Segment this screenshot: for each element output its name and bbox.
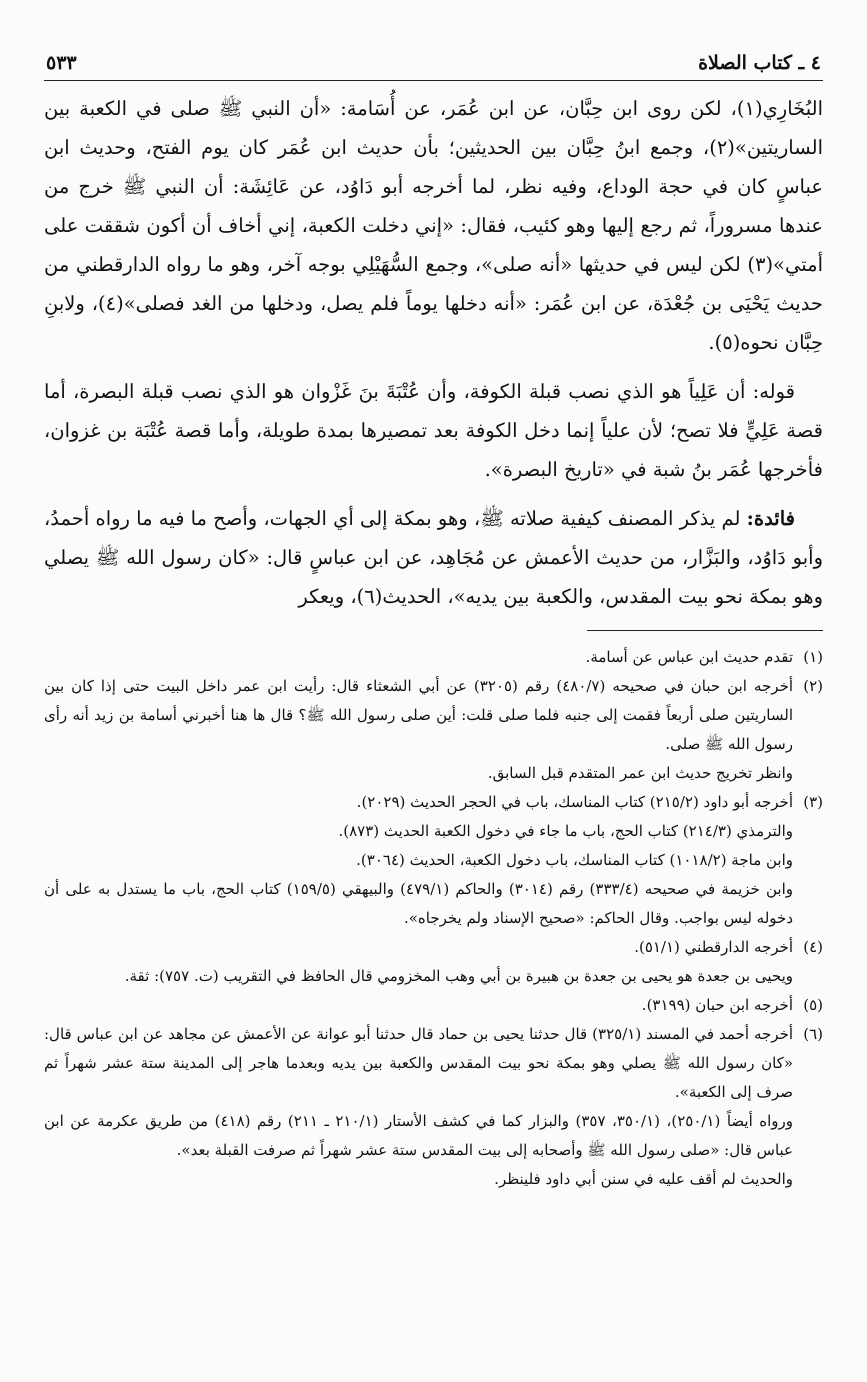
- footnote-body: [44, 672, 793, 788]
- page-number: ٥٣٣: [46, 52, 77, 74]
- footnote-number: (٣): [803, 793, 823, 811]
- footnote-number: (٤): [803, 938, 823, 956]
- footnote-line: أخرجه الدارقطني (٥١/١).: [634, 938, 793, 956]
- footnote-number: (١): [803, 648, 823, 666]
- footnote-body: [44, 643, 793, 672]
- paragraph-1: البُخَارِي(١)، لكن روى ابن حِبَّان، عن ابن عُمَر، عن أُسَامة: «أن النبي ﷺ صلى في الكعبة بين الساريتين»(٢)، وجمع ابنُ حِبَّان بين الحديثين؛ بأن حديث ابن عُمَر كان يوم الفتح، وحديث ابن عباسٍ كان في حجة الوداع، وفيه نظر، لما أخرجه أبو دَاوُد، عن عَائِشَة: أن النبي ﷺ خرج من عندها مسروراً، ثم رجع إليها وهو كئيب، فقال: «إني دخلت الكعبة، إني أخاف أن أكون شققت على أمتي»(٣) لكن ليس في حديثها «أنه صلى»، وجمع السُّهَيْلِي بوجه آخر، وهو ما رواه الدارقطني من حديث يَحْيَى بن جُعْدَة، عن ابن عُمَر: «أنه دخلها يوماً فلم يصل، ودخلها من الغد فصلى»(٤)، ولابنِ حِبَّان نحوه(٥).: [44, 97, 823, 354]
- footnote-line: وابن خزيمة في صحيحه (٣٣٣/٤) رقم (٣٠١٤) والحاكم (٤٧٩/١) والبيهقي (١٥٩/٥) كتاب الحج، باب ما يستدل به على أن دخوله ليس بواجب. وقال الحاكم: «صحيح الإسناد ولم يخرجاه».: [44, 880, 794, 927]
- main-text: [44, 89, 823, 616]
- footnote-body: [44, 991, 793, 1020]
- footnote-body: [44, 933, 793, 991]
- footnote-body: [44, 788, 793, 933]
- footnote-line: وابن ماجة (١٠١٨/٢) كتاب المناسك، باب دخول الكعبة، الحديث (٣٠٦٤).: [356, 851, 793, 869]
- footnote-line: ويحيى بن جعدة هو يحيى بن جعدة بن هبيرة بن أبي وهب المخزومي قال الحافظ في التقريب (ت. ٧٥٧): ثقة.: [124, 967, 793, 985]
- footnote-line: أخرجه أحمد في المسند (٣٢٥/١) قال حدثنا يحيى بن حماد قال حدثنا أبو عوانة عن الأعمش عن مجاهد عن ابن عباس قال: «كان رسول الله ﷺ يصلي وهو بمكة نحو بيت المقدس والكعبة بين يديه وبعدما هاجر إلى المدينة ستة عشر شهراً ثم صرف إلى الكعبة».: [44, 1025, 794, 1101]
- paragraph-3: [44, 499, 823, 616]
- footnote: [44, 672, 823, 788]
- page-header: [44, 52, 823, 81]
- footnote-number: (٥): [803, 996, 823, 1014]
- paragraph-3-text: لم يذكر المصنف كيفية صلاته ﷺ، وهو بمكة إلى أي الجهات، وأصح ما فيه ما رواه أحمدُ، وأبو دَاوُد، والبَزَّار، من حديث الأعمش عن مُجَاهِد، عن ابن عباسٍ قال: «كان رسول الله ﷺ يصلي وهو بمكة نحو بيت المقدس، والكعبة بين يديه»، الحديث(٦)، ويعكر: [44, 507, 823, 608]
- footnote: [44, 933, 823, 991]
- paragraph-lead: فائدة:: [746, 507, 795, 530]
- paragraph-2: قوله: أن عَلِياً هو الذي نصب قبلة الكوفة، وأن عُتْبَةَ بنَ غَزْوان هو الذي نصب قبلة البصرة، أما قصة عَلِيٍّ فلا تصح؛ لأن علياً إنما دخل الكوفة بعد تمصيرها بمدة طويلة، وأما قصة عُتْبَة بن غزوان، فأخرجها عُمَر بنُ شبة في «تاريخ البصرة».: [44, 380, 823, 481]
- footnote-line: والحديث لم أقف عليه في سنن أبي داود فلينظر.: [494, 1170, 793, 1188]
- footnote-body: [44, 1020, 793, 1194]
- chapter-title: ٤ ـ كتاب الصلاة: [698, 52, 821, 74]
- footnote-line: أخرجه أبو داود (٢١٥/٢) كتاب المناسك، باب في الحجر الحديث (٢٠٢٩).: [356, 793, 793, 811]
- footnote-line: والترمذي (٢١٤/٣) كتاب الحج، باب ما جاء في دخول الكعبة الحديث (٨٧٣).: [338, 822, 793, 840]
- footnote: [44, 643, 823, 672]
- footnote-line: أخرجه ابن حبان في صحيحه (٤٨٠/٧) رقم (٣٢٠٥) عن أبي الشعثاء قال: رأيت ابن عمر داخل البيت حتى إذا كان بين الساريتين صلى أربعاً فقمت إلى جنبه فلما صلى قلت: أين صلى رسول الله ﷺ؟ قال ها هنا أخبرني أسامة بن زيد أنه رأى رسول الله ﷺ صلى.: [44, 677, 794, 753]
- footnote-number: (٢): [803, 677, 823, 695]
- footnote-line: تقدم حديث ابن عباس عن أسامة.: [585, 648, 793, 666]
- footnote: [44, 991, 823, 1020]
- footnote: [44, 788, 823, 933]
- footnote: [44, 1020, 823, 1194]
- footnote-line: ورواه أيضاً (٢٥٠/١)، (٣٥٠/١، ٣٥٧) والبزار كما في كشف الأستار (٢١٠/١ ـ ٢١١) رقم (٤١٨) من طريق عكرمة عن ابن عباس قال: «صلى رسول الله ﷺ وأصحابه إلى بيت المقدس ستة عشر شهراً ثم صرفت القبلة بعد».: [44, 1112, 794, 1159]
- footnote-separator: [587, 630, 823, 631]
- footnotes: [44, 643, 823, 1194]
- footnote-line: وانظر تخريج حديث ابن عمر المتقدم قبل السابق.: [487, 764, 793, 782]
- footnote-line: أخرجه ابن حبان (٣١٩٩).: [641, 996, 793, 1014]
- footnote-number: (٦): [803, 1025, 823, 1043]
